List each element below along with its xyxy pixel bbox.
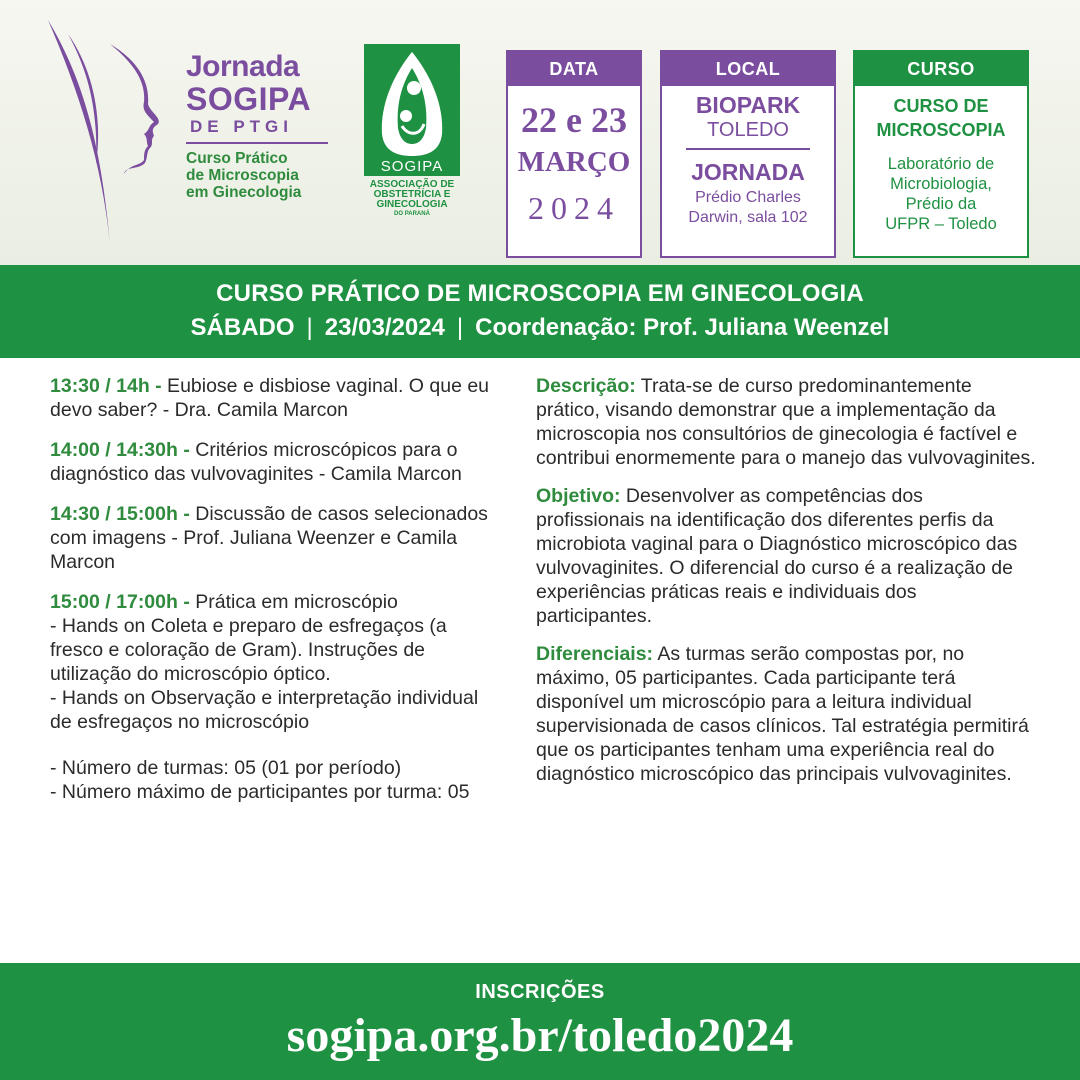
course-notes xyxy=(50,756,500,804)
date-box xyxy=(506,50,642,258)
sogipa-assoc-line-2: OBSTETRÍCIA E xyxy=(373,189,451,200)
location-box-tab: LOCAL xyxy=(662,52,834,86)
brand-line-jornada: Jornada xyxy=(186,50,300,83)
course-detail-2: Microbiologia, xyxy=(890,175,992,193)
sogipa-name: SOGIPA xyxy=(380,158,444,175)
practice-detail: - Hands on Observação e interpretação individual de esfregaços no microscópio xyxy=(50,687,479,733)
title-band xyxy=(0,265,1080,358)
description-label: Descrição: xyxy=(536,375,636,397)
schedule-item xyxy=(50,438,500,486)
date-month: MARÇO xyxy=(517,146,631,178)
sogipa-association xyxy=(358,180,466,218)
brand-line-sogipa: SOGIPA xyxy=(186,81,312,117)
course-subheadline xyxy=(0,313,1080,343)
description-text: Trata-se de curso predominantemente prático, visando demonstrar que a implementação da microscopia nos consultórios de ginecologia é factível e contribui enormemente para o manejo das vulvovaginites. xyxy=(536,375,1036,469)
header xyxy=(0,0,1080,265)
course-coordination: Coordenação: Prof. Juliana Weenzel xyxy=(475,314,890,341)
course-date: 23/03/2024 xyxy=(324,314,445,341)
separator: | xyxy=(306,314,313,341)
date-year: 2024 xyxy=(528,190,620,226)
schedule-item xyxy=(50,374,500,422)
date-box-tab: DATA xyxy=(508,52,640,86)
schedule-time: 15:00 / 17:00h - xyxy=(50,591,190,613)
brand-subtitle-2: de Microscopia xyxy=(186,167,299,184)
course-box xyxy=(853,50,1029,258)
description-section xyxy=(536,374,1036,470)
brand-divider xyxy=(186,142,328,144)
location-jornada-label: JORNADA xyxy=(691,159,805,185)
brand-subtitle-1: Curso Prático xyxy=(186,150,288,167)
practice-detail: - Hands on Coleta e preparo de esfregaços (a fresco e coloração de Gram). Instruções de utilização do microscópio óptico. xyxy=(50,615,447,685)
jornada-brand xyxy=(186,52,336,201)
brand-subtitle-3: em Ginecologia xyxy=(186,184,302,201)
schedule-item xyxy=(50,502,500,574)
location-jornada-building: Prédio Charles xyxy=(695,189,801,206)
schedule-time: 14:30 / 15:00h - xyxy=(50,503,190,525)
location-box xyxy=(660,50,836,258)
course-box-tab: CURSO xyxy=(855,52,1027,86)
schedule-item xyxy=(50,590,500,734)
schedule-time: 13:30 / 14h - xyxy=(50,375,162,397)
separator: | xyxy=(456,314,464,341)
course-detail-3: Prédio da xyxy=(905,195,977,213)
schedule-text: Critérios microscópicos para o diagnóstico das vulvovaginites - Camila Marcon xyxy=(50,439,462,485)
objective-text: Desenvolver as competências dos profissionais na identificação dos diferentes perfis da microbiota vaginal para o Diagnóstico microscópico das vulvovaginites. O diferencial do curso é a realização de experiências práticas reais e individuais dos participantes. xyxy=(536,485,1018,627)
course-headline: CURSO PRÁTICO DE MICROSCOPIA EM GINECOLOGIA xyxy=(216,280,864,307)
course-title-1: CURSO DE xyxy=(893,96,989,116)
course-detail-4: UFPR – Toledo xyxy=(885,215,997,233)
brand-line-ptgi: DE PTGI xyxy=(190,117,294,136)
details-column xyxy=(536,374,1036,800)
location-course-place: BIOPARK xyxy=(695,92,801,118)
course-day: SÁBADO xyxy=(190,314,295,341)
objective-label: Objetivo: xyxy=(536,485,621,507)
note-item: - Número máximo de participantes por turma: 05 xyxy=(50,781,470,803)
sogipa-assoc-region: DO PARANÁ xyxy=(394,211,430,217)
registration-url-link[interactable]: sogipa.org.br/toledo2024 xyxy=(286,1009,794,1062)
location-divider xyxy=(686,148,810,150)
schedule-text: Eubiose e disbiose vaginal. O que eu devo saber? - Dra. Camila Marcon xyxy=(50,375,490,421)
objective-section xyxy=(536,484,1036,628)
location-jornada-room: Darwin, sala 102 xyxy=(688,209,808,226)
schedule-time: 14:00 / 14:30h - xyxy=(50,439,190,461)
schedule-text: Prática em microscópio xyxy=(189,591,398,613)
date-days: 22 e 23 xyxy=(521,100,627,140)
schedule-column xyxy=(50,374,500,804)
sogipa-logo xyxy=(364,44,460,224)
differentials-text: As turmas serão compostas por, no máximo, 05 participantes. Cada participante terá disponível um microscópio para a leitura individual supervisionada de casos clínicos. Tal estratégia permitirá que os participantes tenham uma experiência real do diagnóstico microscópico das principais vulvovaginites. xyxy=(536,643,1029,785)
sogipa-assoc-line-3: GINECOLOGIA xyxy=(376,199,448,210)
registration-label: INSCRIÇÕES xyxy=(475,981,605,1003)
woman-profile-logo-icon xyxy=(40,14,170,249)
schedule-text: Discussão de casos selecionados com imagens - Prof. Juliana Weenzer e Camila Marcon xyxy=(50,503,488,573)
course-title-2: MICROSCOPIA xyxy=(876,120,1006,140)
differentials-label: Diferenciais: xyxy=(536,643,654,665)
note-item: - Número de turmas: 05 (01 por período) xyxy=(50,757,402,779)
course-detail-1: Laboratório de xyxy=(887,155,995,173)
sogipa-mother-child-icon xyxy=(364,44,460,176)
registration-footer xyxy=(0,963,1080,1080)
location-course-city: TOLEDO xyxy=(707,119,789,141)
sogipa-assoc-line-1: ASSOCIAÇÃO DE xyxy=(369,179,455,190)
differentials-section xyxy=(536,642,1036,786)
